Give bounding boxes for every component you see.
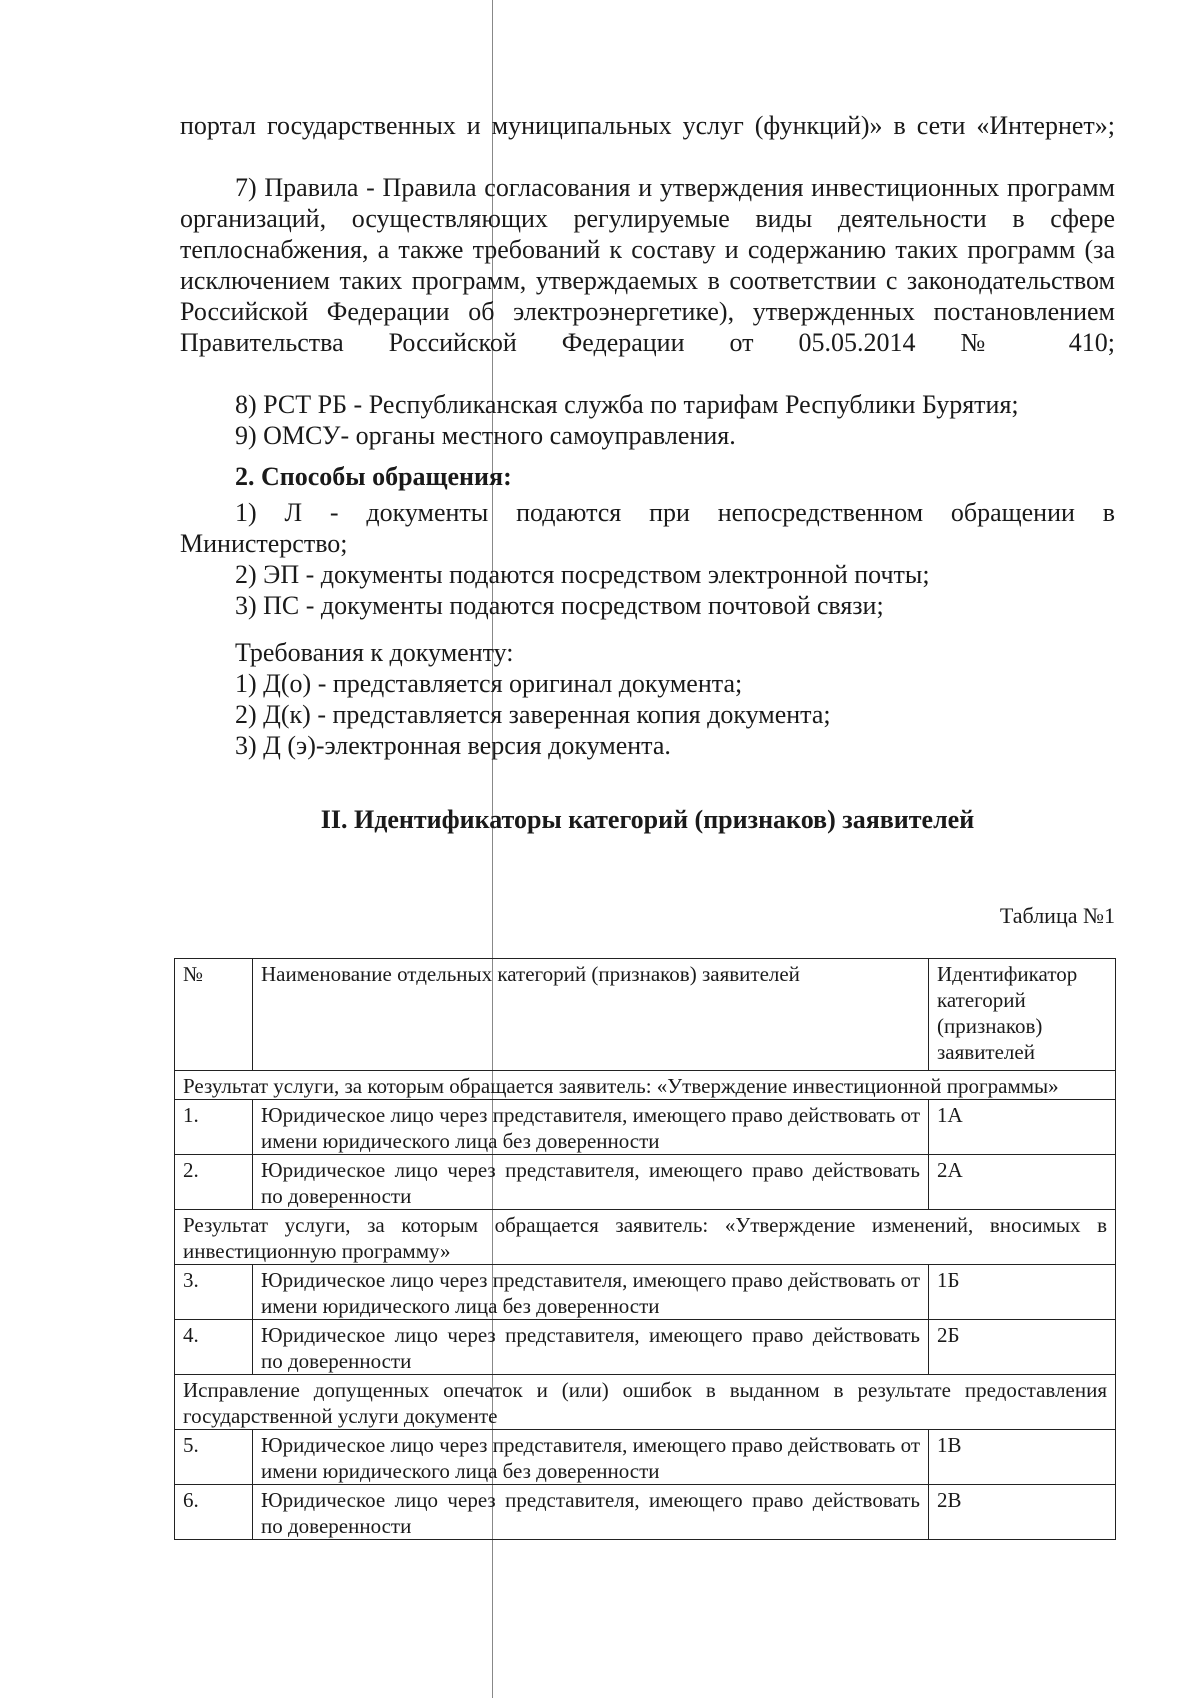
row-category-name: Юридическое лицо через представителя, имеющего право действовать по доверенности [253,1320,929,1375]
row-category-name: Юридическое лицо через представителя, имеющего право действовать по доверенности [253,1485,929,1540]
group-title: Результат услуги, за которым обращается заявитель: «Утверждение изменений, вносимых в инвестиционную программу» [175,1210,1116,1265]
table-row [175,1485,1116,1540]
row-identifier: 2А [929,1155,1116,1210]
group-title-row [175,1210,1116,1265]
row-number: 6. [175,1485,253,1540]
group-title-row [175,1071,1116,1100]
intro-continuation: портал государственных и муниципальных услуг (функций)» в сети «Интернет»; [180,111,1115,140]
section-2-item-1: 1) Л - документы подаются при непосредственном обращении в Министерство; [180,498,1115,558]
table-row [175,1430,1116,1485]
applicant-categories-table [174,958,1116,1540]
row-category-name: Юридическое лицо через представителя, имеющего право действовать по доверенности [253,1155,929,1210]
row-number: 1. [175,1100,253,1155]
row-identifier: 1В [929,1430,1116,1485]
row-identifier: 2Б [929,1320,1116,1375]
row-identifier: 2В [929,1485,1116,1540]
row-category-name: Юридическое лицо через представителя, имеющего право действовать от имени юридического лица без доверенности [253,1430,929,1485]
section-ii-heading: II. Идентификаторы категорий (признаков) заявителей [320,805,975,834]
table-header-row [175,959,1116,1071]
row-category-name: Юридическое лицо через представителя, имеющего право действовать от имени юридического лица без доверенности [253,1100,929,1155]
table-row [175,1155,1116,1210]
section-2-item-2: 2) ЭП - документы подаются посредством электронной почты; [235,560,930,589]
table-row [175,1265,1116,1320]
row-number: 5. [175,1430,253,1485]
group-title: Результат услуги, за которым обращается заявитель: «Утверждение инвестиционной программы» [175,1071,1116,1100]
header-number: № [175,959,253,1071]
section-2-item-3: 3) ПС - документы подаются посредством почтовой связи; [235,591,884,620]
item-8-rst: 8) РСТ РБ - Республиканская служба по тарифам Республики Бурятия; [235,390,1019,419]
row-identifier: 1А [929,1100,1116,1155]
item-9-omsu: 9) ОМСУ- органы местного самоуправления. [235,421,736,450]
header-category-name: Наименование отдельных категорий (признаков) заявителей [253,959,929,1071]
item-7-rules: 7) Правила - Правила согласования и утверждения инвестиционных программ организаций, осуществляющих регулируемые виды деятельности в сфере теплоснабжения, а также требований к составу и содержанию таких программ (за исключением таких программ, утверждаемых в соответствии с законодательством Российской Федерации об электроэнергетике), утвержденных постановлением Правительства Российской Федерации от 05.05.2014 № 410; [180,173,1115,357]
header-identifier: Идентификатор категорий (признаков) заявителей [929,959,1116,1071]
row-category-name: Юридическое лицо через представителя, имеющего право действовать от имени юридического лица без доверенности [253,1265,929,1320]
requirements-heading: Требования к документу: [235,638,514,667]
group-title: Исправление допущенных опечаток и (или) ошибок в выданном в результате предоставления государственной услуги документе [175,1375,1116,1430]
row-identifier: 1Б [929,1265,1116,1320]
requirements-item-1: 1) Д(о) - представляется оригинал документа; [235,669,743,698]
requirements-item-3: 3) Д (э)-электронная версия документа. [235,731,671,760]
table-row [175,1100,1116,1155]
requirements-item-2: 2) Д(к) - представляется заверенная копия документа; [235,700,831,729]
section-2-heading: 2. Способы обращения: [235,462,512,491]
row-number: 4. [175,1320,253,1375]
table-caption: Таблица №1 [999,903,1115,928]
row-number: 3. [175,1265,253,1320]
row-number: 2. [175,1155,253,1210]
group-title-row [175,1375,1116,1430]
table-row [175,1320,1116,1375]
